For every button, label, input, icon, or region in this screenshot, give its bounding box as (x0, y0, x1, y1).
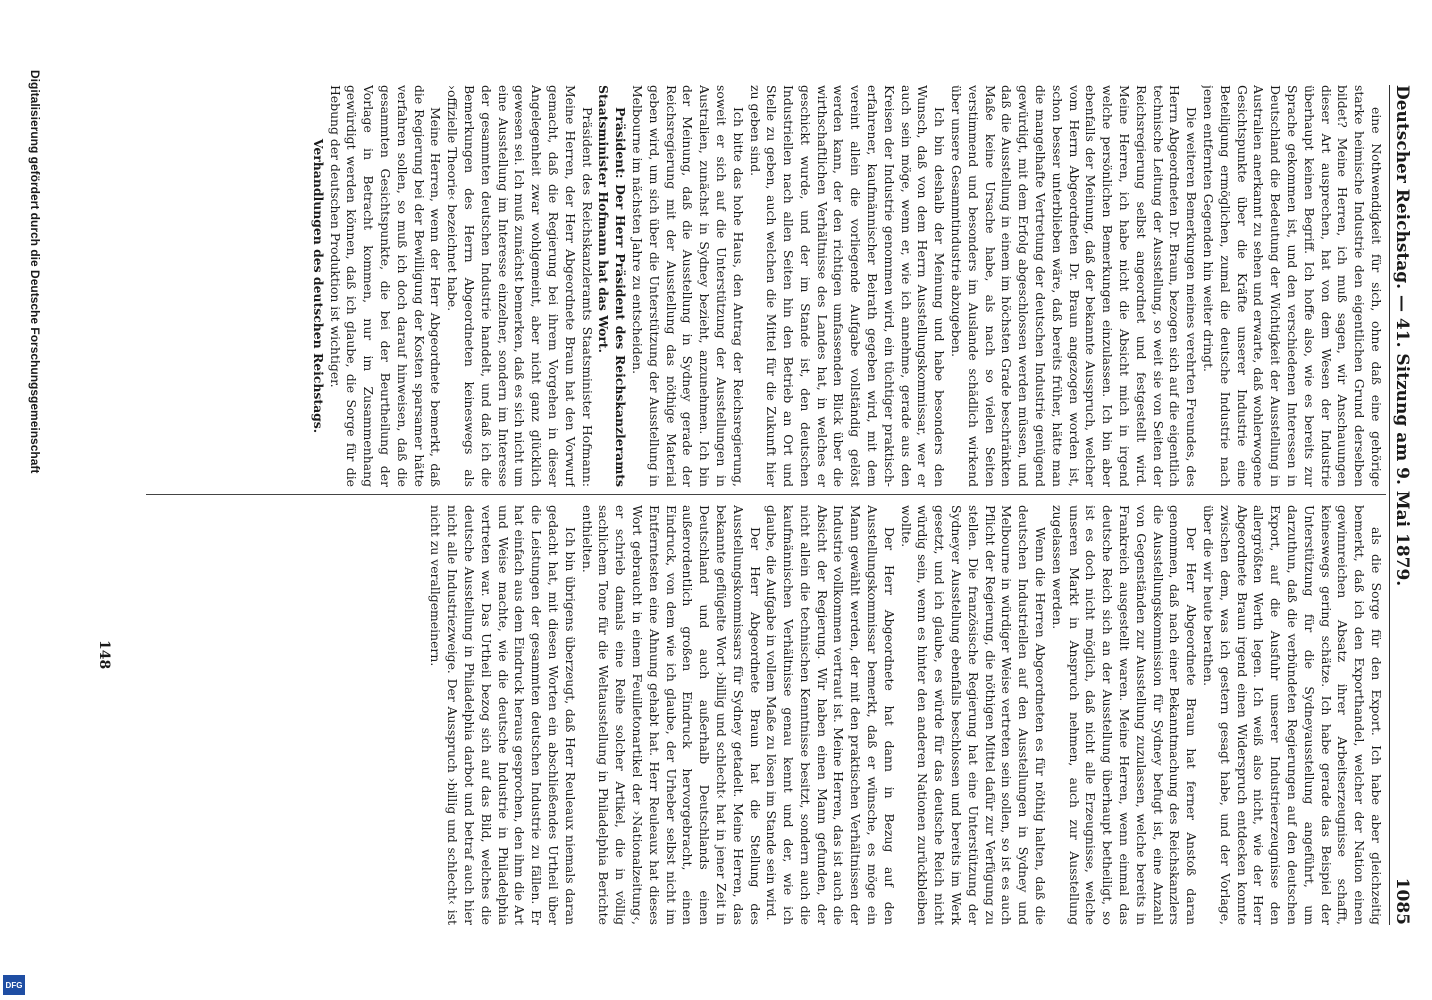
footer-note: Verhandlungen des deutschen Reichstags. (310, 138, 326, 434)
paragraph: Präsident des Reichskanzleramts Staatsminister Hofmann: Meine Herren, der Herr Abgeordnete Braun hat den Vorwurf gemacht, daß die Regierung bei ihrem Vorgehen in dieser Angelegenheit zwar wohlgemeint, aber nicht ganz glücklich gewesen sei. Ich muß zunächst bemerken, daß es sich nicht um eine Ausstellung im Interesse einzelner, sondern im Interesse der gesammten deutschen Industrie handelt, und daß ich die Bemerkungen des Herrn Abgeordneten keineswegs als ›offizielle Theorie‹ bezeichnet habe. (445, 85, 595, 487)
dfg-logo: DFG (3, 975, 25, 995)
paragraph: Ich bin übrigens überzeugt, daß Herr Reuleaux niemals daran gedacht hat, mit diesen Worten ein abschließendes Urtheil über die Leistungen der gesammten deutschen Industrie zu fällen. Er hat einfach aus dem Eindruck heraus gesprochen, den ihm die Art und Weise machte, wie die deutsche Industrie in Philadelphia vertreten war. Das Urtheil bezog sich auf das Bild, welches die deutsche Ausstellung in Philadelphia darbot und betraf auch hier nicht alle Industriezweige. Der Ausspruch ›billig und schlecht‹ ist nicht zu verallgemeinern. (428, 505, 578, 925)
sheet-number: 148 (96, 640, 112, 670)
left-column-text (152, 505, 1384, 925)
header-title: Deutscher Reichstag. — 41. Sitzung am 9. Mai 1879. (1392, 85, 1412, 587)
speaker-line: Präsident: Der Herr Präsident des Reichskanzleramts Staatsminister Hofmann hat das Wort. (596, 85, 629, 487)
paragraph: Die weiteren Bemerkungen meines verehrten Freundes, des Herrn Abgeordneten Dr. Braun, bezogen sich auf die eigentlich technische Leitung der Ausstellung, so weit sie von Seiten der Reichsregierung selbst angeordnet und festgestellt wird. Meine Herren, ich habe nicht die Absicht mich in irgend welche persönlichen Bemerkungen einzulassen. Ich bin aber ebenfalls der Meinung, daß der bekannte Ausspruch, welcher vom Herrn Abgeordneten Dr. Braun angezogen worden ist, schon besser unterblieben wäre, daß bereits früher, hätte man die mangelhafte Vertretung der deutschen Industrie genügend gewürdigt, mit dem Erfolg abgeschlossen werden müssen, und daß die Ausstellung in einem im höchsten Grade beschränkten Maße keine Ursache habe, als nach so vielen Seiten verstimmend und besonders im Auslande schädlich wirkend über unsere Gesammtindustrie abzugeben. (949, 85, 1200, 487)
paragraph: Ich bin deshalb der Meinung und habe besonders den Wunsch, daß von dem Herrn Ausstellungskommissar, wer er auch sein möge, wenn er, wie ich annehme, gerade aus den Kreisen der Industrie genommen wird, ein tüchtiger praktisch-erfahrener, kaufmännischer Beirath gegeben wird, mit dem vereint allein die vorliegende Aufgabe vollständig gelöst werden kann, der den richtigen umfassenden Blick über die wirthschaftlichen Verhältnisse des Landes hat, in welches er geschickt wurde, und der im Stande ist, den deutschen Industriellen nach allen Seiten hin den Betrieb an Ort und Stelle zu geben, auch welchen die Mittel für die Zukunft hier zu geben sind. (747, 85, 948, 487)
page-header (1389, 85, 1412, 925)
paragraph: Ich bitte das hohe Haus, den Antrag der Reichsregierung, soweit er sich auf die Unterstützung der Ausstellungen in Australien, zunächst in Sydney bezieht, anzunehmen. Ich bin der Meinung, daß die Ausstellung in Sydney gerade der Reichsregierung mit der Ausstellung das nöthige Material geben wird, um sich über die Unterstützung der Ausstellung in Melbourne im nächsten Jahre zu entscheiden. (629, 85, 746, 487)
paragraph: Der Herr Abgeordnete Braun hat ferner Anstoß daran genommen, daß nach einer Bekanntmachung des Reichskanzlers die Ausstellungskommission für Sydney befugt ist, eine Anzahl von Gegenständen zur Ausstellung zuzulassen, welche bereits in Frankreich ausgestellt waren. Meine Herren, wenn einmal das deutsche Reich sich an der Ausstellung überhaupt betheiligt, so ist es doch nicht möglich, daß nicht alle Erzeugnisse, welche unseren Markt in Anspruch nehmen, auch zur Ausstellung zugelassen werden. (1049, 505, 1200, 925)
paragraph: Der Herr Abgeordnete hat dann in Bezug auf den Ausstellungskommissar bemerkt, daß er wünsche, es möge ein Mann gewählt werden, der mit den praktischen Verhältnissen der Industrie vollkommen vertraut ist. Meine Herren, das ist auch die Absicht der Regierung. Wir haben einen Mann gefunden, der nicht allein die technischen Kenntnisse besitzt, sondern auch die kaufmännischen Verhältnisse genau kennt und der, wie ich glaube, die Aufgabe in vollem Maße zu lösen im Stande sein wird. (764, 505, 897, 925)
paragraph: Der Herr Abgeordnete Braun hat die Stellung des Ausstellungskommissars für Sydney getadelt. Meine Herren, das bekannte geflügelte Wort ›billig und schlecht‹ hat in jener Zeit in Deutschland und auch außerhalb Deutschlands einen außerordentlich großen Eindruck hervorgebracht, einen Eindruck, von dem wie ich glaube, der Urheber selbst nicht im Entferntesten eine Ahnung gehabt hat. Herr Reuleaux hat dieses Wort gebraucht in einem Feuilletonartikel der ›Nationalzeitung‹, er schrieb damals eine Reihe solcher Artikel, die in völlig sachlichem Tone für die Weltausstellung in Philadelphia Berichte enthielten. (579, 505, 763, 925)
right-column-text (152, 85, 1384, 487)
paragraph: Wenn die Herren Abgeordneten es für nöthig halten, daß die deutschen Industriellen auf den Ausstellungen in Sydney und Melbourne in würdiger Weise vertreten sein sollen, so ist es auch Pflicht der Regierung, die nöthigen Mittel dafür zur Verfügung zu stellen. Die französische Regierung hat eine Unterstützung der Sydneyer Ausstellung ebenfalls beschlossen und bereits im Werk gesetzt, und ich glaube, es würde für das deutsche Reich nicht würdig sein, wenn es hinter den anderen Nationen zurückbleiben wollte. (898, 505, 1049, 925)
page-number: 1085 (1392, 877, 1412, 925)
paragraph: als die Sorge für den Export. Ich habe aber gleichzeitig bemerkt, daß ich den Exporthandel, welcher der Nation einen gewinnreichen Absatz ihrer Arbeitserzeugnisse schafft, keineswegs gering schätze. Ich habe gerade das Beispiel der Unterstützung für die Sydneyausstellung angeführt, um darzuthun, daß die verbündeten Regierungen auf den deutschen Export, auf die Ausfuhr unserer Industrieerzeugnisse den allergrößten Werth legen. Ich weiß also nicht, wie der Herr Abgeordnete Braun irgend einen Widerspruch entdecken konnte zwischen dem, was ich gestern gesagt habe, und der Vorlage, über die wir heute berathen. (1201, 505, 1384, 925)
paragraph: Meine Herren, wenn der Herr Abgeordnete bemerkt, daß die Regierung bei der Bewilligung der Kosten sparsamer hätte verfahren sollen, so muß ich doch darauf hinweisen, daß die gesammten Gesichtspunkte, die bei der Beurtheilung der Vorlage in Betracht kommen, nur im Zusammenhang gewürdigt werden können, daß ich glaube, die Sorge für die Hebung der deutschen Produktion ist wichtiger. (327, 85, 444, 487)
column-divider (146, 494, 1386, 495)
paragraph: eine Nothwendigkeit für sich, ohne daß eine gehörige starke heimische Industrie den eigentlichen Grund derselben bildet? Meine Herren, ich muß sagen, wir Anschauungen dieser Art ausprechen, hat von dem Wesen der Industrie überhaupt keinen Begriff. Ich hoffe also, wie es bereits zur Sprache gekommen ist, und den verschiedenen Interessen in Deutschland die Bedeutung der Wichtigkeit der Ausstellung in Australien anerkannt zu sehen und erwarte, daß wohlerwogene Gesichtspunkte über die Kräfte unserer Industrie eine Beteiligung ermöglichen, zumal die deutsche Industrie nach jenen entfernten Gegenden hin weiter dringt. (1201, 85, 1384, 487)
digitization-credit: Digitalisierung gefördert durch die Deutsche Forschungsgemeinschaft (28, 70, 42, 474)
